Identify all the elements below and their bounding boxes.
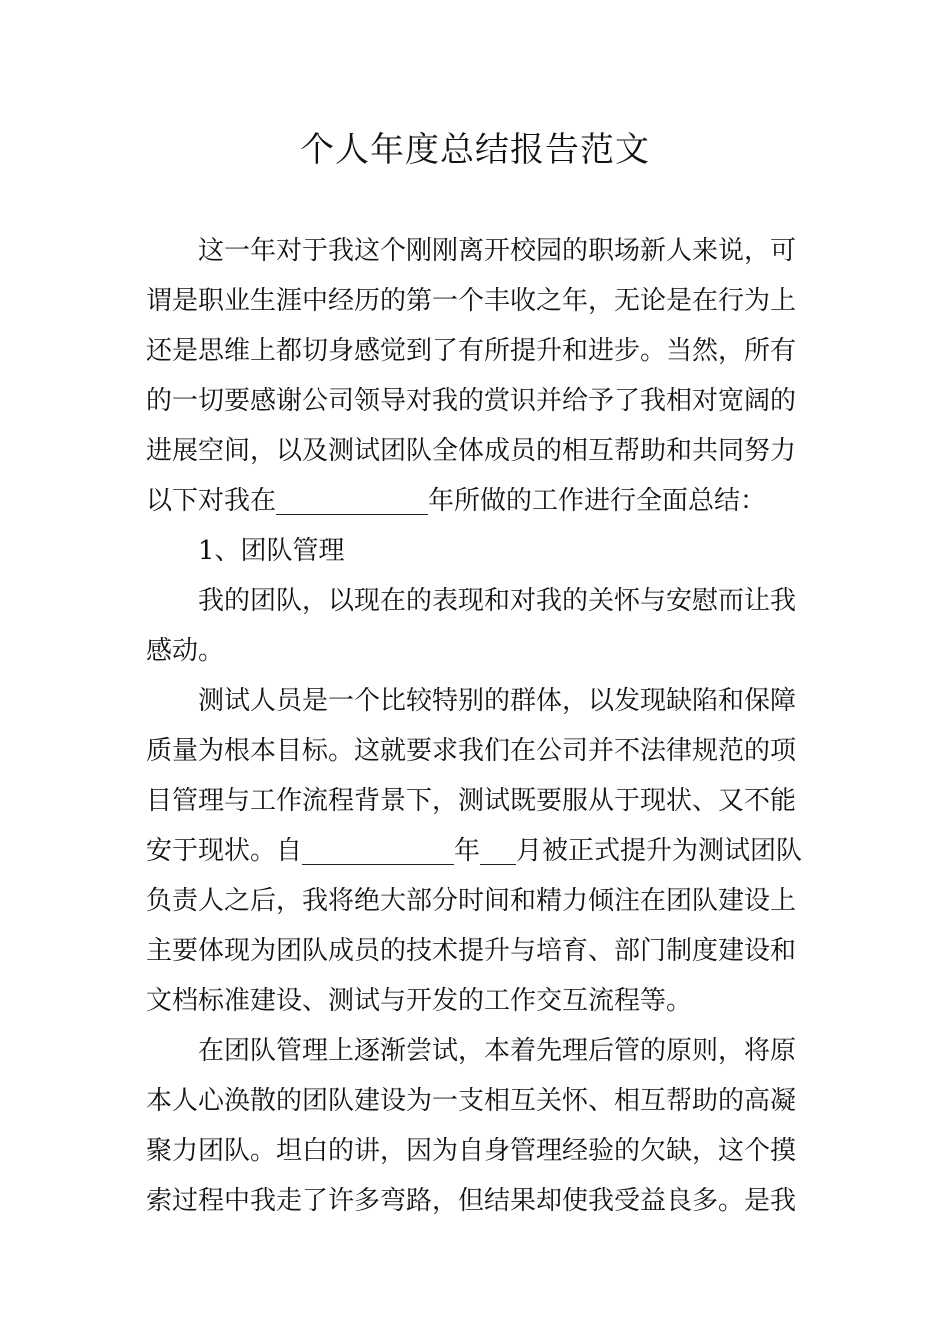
text-line: 谓是职业生涯中经历的第一个丰收之年，无论是在行为上 <box>146 286 797 316</box>
text-line: 目管理与工作流程背景下，测试既要服从于现状、又不能 <box>146 786 797 816</box>
text-line: 还是思维上都切身感觉到了有所提升和进步。当然，所有 <box>146 336 797 366</box>
text-segment: 年所做的工作进行全面总结： <box>428 486 767 516</box>
text-line: 质量为根本目标。这就要求我们在公司并不法律规范的项 <box>146 736 797 766</box>
text-line: 这一年对于我这个刚刚离开校园的职场新人来说，可 <box>198 236 797 266</box>
text-line: 索过程中我走了许多弯路，但结果却使我受益良多。是我 <box>146 1186 797 1216</box>
text-segment: 安于现状。自 <box>146 836 303 866</box>
text-line: 我的团队，以现在的表现和对我的关怀与安慰而让我 <box>198 586 797 616</box>
text-line-with-blank <box>146 476 810 526</box>
text-line: 测试人员是一个比较特别的群体，以发现缺陷和保障 <box>198 686 797 716</box>
month-blank-underline <box>480 836 516 865</box>
text-segment: 月被正式提升为测试团队 <box>516 836 803 866</box>
text-line: 的一切要感谢公司领导对我的赏识并给予了我相对宽阔的 <box>146 386 797 416</box>
document-title: 个人年度总结报告范文 <box>300 130 650 170</box>
text-line: 聚力团队。坦白的讲，因为自身管理经验的欠缺，这个摸 <box>146 1136 797 1166</box>
text-line: 本人心涣散的团队建设为一支相互关怀、相互帮助的高凝 <box>146 1086 797 1116</box>
text-line: 在团队管理上逐渐尝试，本着先理后管的原则，将原 <box>198 1036 797 1066</box>
text-segment: 年 <box>454 836 481 866</box>
year-blank-underline <box>302 836 454 865</box>
text-line: 进展空间，以及测试团队全体成员的相互帮助和共同努力 <box>146 436 797 466</box>
document-body <box>146 226 810 1226</box>
text-line: 主要体现为团队成员的技术提升与培育、部门制度建设和 <box>146 936 797 966</box>
text-line-with-blank <box>146 826 810 876</box>
section-heading: 1、团队管理 <box>198 536 345 566</box>
year-blank-underline <box>276 486 428 515</box>
text-segment: 以下对我在 <box>146 486 277 516</box>
text-line: 文档标准建设、测试与开发的工作交互流程等。 <box>146 986 693 1016</box>
text-line: 负责人之后，我将绝大部分时间和精力倾注在团队建设上 <box>146 886 797 916</box>
text-line: 感动。 <box>146 636 225 666</box>
